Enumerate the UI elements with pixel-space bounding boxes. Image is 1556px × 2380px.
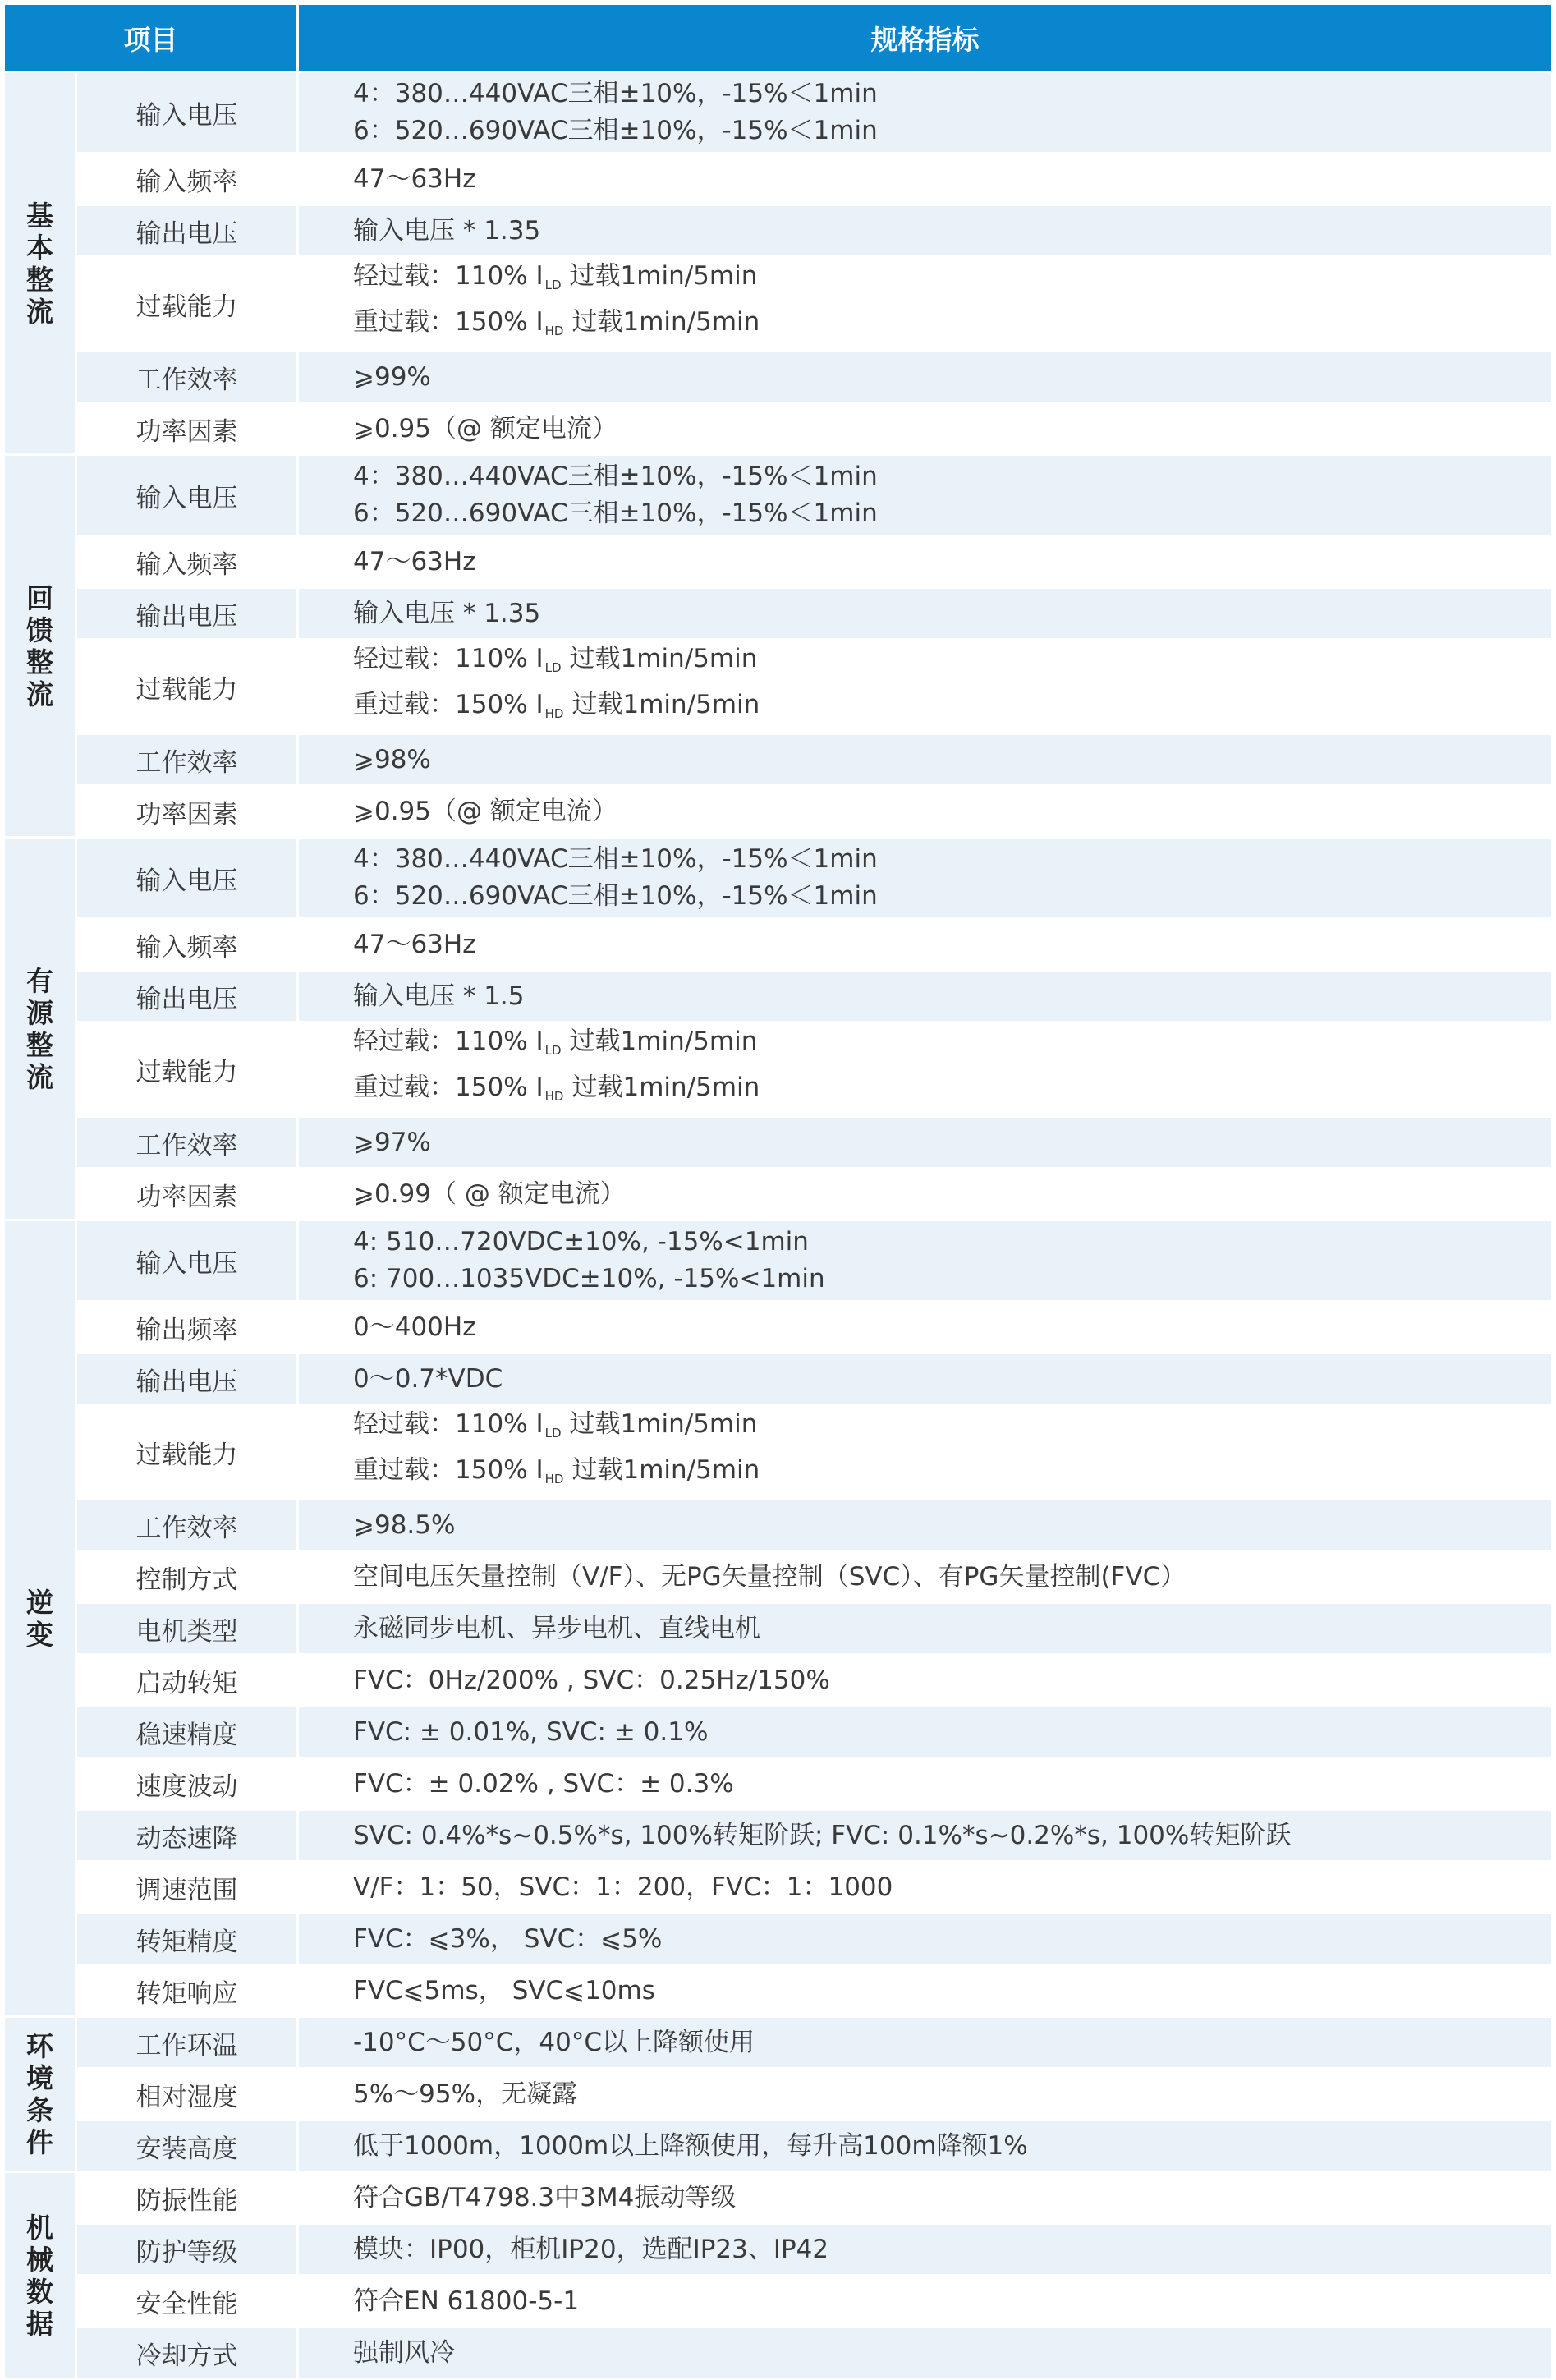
current-subscript: HD [544,706,564,721]
item-label: 启动转矩 [76,1655,298,1707]
spec-line: 6：520…690VAC三相±10%，-15%＜1min [353,881,878,911]
item-label: 安全性能 [76,2276,298,2327]
spec-value [298,1500,1553,1551]
item-label: 动态速降 [76,1810,298,1862]
current-subscript: LD [544,1043,562,1058]
table-row [4,1353,1553,1405]
spec-line: FVC: ± 0.01%, SVC: ± 0.1% [353,1716,709,1747]
spec-line [353,1452,1551,1498]
table-row [4,2276,1553,2327]
spec-value [298,2017,1553,2069]
item-label: 速度波动 [76,1758,298,1810]
spec-line: FVC：⩽3%， SVC：⩽5% [353,1923,663,1954]
spec-line: 0～0.7*VDC [353,1363,503,1394]
category-char: 数 [26,2275,53,2308]
spec-value [298,2327,1553,2379]
category-label [4,455,76,838]
spec-value [298,919,1553,971]
spec-line: ⩾0.95（@ 额定电流） [353,796,617,826]
item-label: 相对湿度 [76,2069,298,2120]
item-label: 输入频率 [76,536,298,588]
item-label: 过载能力 [76,640,298,734]
spec-value [298,2276,1553,2327]
item-label: 过载能力 [76,1405,298,1500]
spec-text: 过载1min/5min [569,1409,758,1439]
item-label: 输出电压 [76,971,298,1022]
spec-value [298,205,1553,257]
category-char: 流 [26,678,53,710]
category-char: 回 [26,581,53,614]
category-char: 馈 [26,613,53,646]
spec-text: 轻过载：110% I [353,644,544,673]
item-label: 输入电压 [76,838,298,919]
table-row [4,1302,1553,1353]
spec-text: 重过载：150% I [353,307,544,337]
spec-line: 模块：IP00，柜机IP20，选配IP23、IP42 [353,2234,829,2264]
spec-line [353,687,1551,733]
spec-line: V/F：1：50，SVC：1：200，FVC：1：1000 [353,1872,893,1902]
category-label [4,2172,76,2379]
spec-line: ⩾98% [353,744,431,774]
spec-line: 47～63Hz [353,546,476,577]
spec-text: 重过载：150% I [353,1073,544,1102]
spec-value [298,1862,1553,1914]
spec-value [298,154,1553,205]
header-spec: 规格指标 [298,4,1553,72]
spec-value [298,1965,1553,2017]
table-row [4,1862,1553,1914]
spec-text: 过载1min/5min [571,690,760,719]
category-char: 基 [26,199,53,232]
table-row [4,2327,1553,2379]
spec-value [298,2069,1553,2120]
item-label: 功率因素 [76,403,298,455]
current-subscript: LD [544,660,562,675]
item-label: 输入频率 [76,154,298,205]
item-label: 转矩精度 [76,1914,298,1965]
spec-value [298,1603,1553,1655]
category-char: 有 [26,964,53,997]
spec-value [298,403,1553,455]
table-row [4,1914,1553,1965]
spec-value [298,1655,1553,1707]
table-row [4,1117,1553,1169]
spec-text: 重过载：150% I [353,1455,544,1485]
spec-value [298,1022,1553,1117]
spec-line: ⩾98.5% [353,1509,456,1540]
spec-value [298,257,1553,351]
item-label: 工作效率 [76,734,298,786]
table-row [4,588,1553,640]
spec-line: 4：380…440VAC三相±10%，-15%＜1min [353,79,878,108]
spec-line: ⩾97% [353,1127,431,1157]
table-row [4,2120,1553,2172]
item-label: 过载能力 [76,257,298,351]
category-char: 件 [26,2126,53,2158]
table-row [4,1500,1553,1551]
table-row [4,919,1553,971]
table-row [4,1551,1553,1603]
table-row [4,1965,1553,2017]
category-char: 流 [26,295,53,328]
spec-line [353,641,1551,687]
item-label: 工作效率 [76,351,298,403]
table-row [4,154,1553,205]
table-row [4,1603,1553,1655]
spec-line: ⩾0.99（ @ 额定电流） [353,1179,626,1209]
table-row [4,838,1553,919]
category-char: 整 [26,263,53,296]
spec-line [353,1023,1551,1069]
item-label: 过载能力 [76,1022,298,1117]
item-label: 控制方式 [76,1551,298,1603]
table-row [4,2172,1553,2224]
category-label [4,2017,76,2172]
spec-text: 过载1min/5min [569,261,758,291]
category-char: 境 [26,2062,53,2094]
item-label: 工作效率 [76,1500,298,1551]
spec-value [298,588,1553,640]
table-row [4,455,1553,536]
spec-value [298,1220,1553,1302]
spec-text: 轻过载：110% I [353,261,544,291]
category-char: 机 [26,2211,53,2244]
table-row [4,536,1553,588]
table-row [4,640,1553,734]
item-label: 输出频率 [76,1302,298,1353]
spec-line: 4: 510…720VDC±10%, -15%<1min [353,1227,809,1257]
spec-line: 强制风冷 [353,2337,455,2368]
spec-line: 空间电压矢量控制（V/F）、无PG矢量控制（SVC）、有PG矢量控制(FVC） [353,1561,1187,1592]
table-row [4,1022,1553,1117]
spec-value [298,786,1553,838]
spec-line: 0～400Hz [353,1312,476,1342]
current-subscript: HD [544,1472,564,1486]
item-label: 防护等级 [76,2224,298,2276]
spec-value [298,1551,1553,1603]
item-label: 安装高度 [76,2120,298,2172]
table-header-row [4,4,1553,72]
spec-value [298,2224,1553,2276]
spec-value [298,838,1553,919]
spec-value [298,455,1553,536]
item-label: 输出电压 [76,205,298,257]
table-row [4,1810,1553,1862]
item-label: 输入电压 [76,455,298,536]
current-subscript: HD [544,1089,564,1104]
category-label [4,1220,76,2017]
spec-value [298,1914,1553,1965]
item-label: 防振性能 [76,2172,298,2224]
category-char: 逆 [26,1586,53,1619]
item-label: 输入电压 [76,72,298,154]
table-row [4,1169,1553,1220]
spec-line: 符合EN 61800-5-1 [353,2286,580,2316]
header-item: 项目 [4,4,298,72]
table-row [4,1405,1553,1500]
category-char: 流 [26,1060,53,1093]
spec-text: 过载1min/5min [571,307,760,337]
spec-value [298,1405,1553,1500]
item-label: 输入电压 [76,1220,298,1302]
spec-value [298,2172,1553,2224]
table-row [4,1707,1553,1758]
spec-line: 6: 700…1035VDC±10%, -15%<1min [353,1264,825,1293]
item-label: 输出电压 [76,588,298,640]
category-char: 环 [26,2030,53,2062]
category-char: 整 [26,646,53,678]
spec-line: 低于1000m，1000m以上降额使用，每升高100m降额1% [353,2130,1028,2161]
spec-value [298,971,1553,1022]
category-char: 本 [26,231,53,264]
spec-line: 6：520…690VAC三相±10%，-15%＜1min [353,116,878,145]
current-subscript: LD [544,1426,562,1440]
table-row [4,2017,1553,2069]
table-row [4,734,1553,786]
spec-line [353,258,1551,304]
spec-line: 4：380…440VAC三相±10%，-15%＜1min [353,462,878,491]
spec-value [298,640,1553,734]
current-subscript: LD [544,278,562,292]
item-label: 冷却方式 [76,2327,298,2379]
current-subscript: HD [544,324,564,338]
category-char: 整 [26,1028,53,1061]
item-label: 功率因素 [76,1169,298,1220]
spec-value [298,1302,1553,1353]
spec-line: 4：380…440VAC三相±10%，-15%＜1min [353,844,878,874]
item-label: 稳速精度 [76,1707,298,1758]
category-label [4,838,76,1220]
table-row [4,2069,1553,2120]
spec-line: 永磁同步电机、异步电机、直线电机 [353,1613,760,1643]
item-label: 转矩响应 [76,1965,298,2017]
spec-value [298,536,1553,588]
spec-value [298,1758,1553,1810]
item-label: 输入频率 [76,919,298,971]
spec-line: 5%～95%，无凝露 [353,2079,578,2109]
table-row [4,403,1553,455]
table-row [4,1655,1553,1707]
category-char: 条 [26,2094,53,2126]
item-label: 工作效率 [76,1117,298,1169]
spec-line [353,1069,1551,1115]
spec-line: 输入电压 * 1.5 [353,981,525,1011]
table-row [4,257,1553,351]
item-label: 功率因素 [76,786,298,838]
spec-value [298,351,1553,403]
table-body [4,72,1553,2379]
spec-text: 过载1min/5min [569,644,758,673]
spec-value [298,1169,1553,1220]
spec-line: FVC：0Hz/200% , SVC：0.25Hz/150% [353,1665,830,1695]
spec-line: FVC：± 0.02% , SVC：± 0.3% [353,1768,734,1799]
spec-line: -10°C～50°C，40°C以上降额使用 [353,2027,755,2057]
spec-value [298,1117,1553,1169]
spec-value [298,72,1553,154]
item-label: 输出电压 [76,1353,298,1405]
category-char: 源 [26,996,53,1029]
spec-value [298,2120,1553,2172]
spec-value [298,734,1553,786]
spec-line: ⩾99% [353,361,431,392]
spec-text: 过载1min/5min [571,1455,760,1485]
spec-line [353,304,1551,350]
table-row [4,351,1553,403]
table-row [4,2224,1553,2276]
spec-line: 47～63Hz [353,163,476,194]
spec-line: 47～63Hz [353,929,476,959]
table-row [4,1758,1553,1810]
spec-line: FVC⩽5ms， SVC⩽10ms [353,1975,655,2006]
spec-text: 重过载：150% I [353,690,544,719]
spec-text: 过载1min/5min [571,1073,760,1102]
spec-table [2,2,1554,2380]
spec-line: 输入电压 * 1.35 [353,598,541,628]
table-row [4,72,1553,154]
item-label: 调速范围 [76,1862,298,1914]
spec-line: 输入电压 * 1.35 [353,215,541,246]
spec-line [353,1406,1551,1452]
item-label: 电机类型 [76,1603,298,1655]
spec-line: ⩾0.95（@ 额定电流） [353,413,617,443]
category-char: 变 [26,1618,53,1651]
spec-text: 轻过载：110% I [353,1027,544,1056]
table-row [4,205,1553,257]
table-row [4,971,1553,1022]
spec-line: 符合GB/T4798.3中3M4振动等级 [353,2182,737,2212]
item-label: 工作环温 [76,2017,298,2069]
spec-value [298,1353,1553,1405]
category-label [4,72,76,455]
spec-value [298,1810,1553,1862]
spec-value [298,1707,1553,1758]
spec-text: 轻过载：110% I [353,1409,544,1439]
category-char: 械 [26,2243,53,2276]
spec-text: 过载1min/5min [569,1027,758,1056]
spec-line: SVC: 0.4%*s~0.5%*s, 100%转矩阶跃; FVC: 0.1%*s~0.2%*s, 100%转矩阶跃 [353,1820,1292,1850]
table-row [4,786,1553,838]
category-char: 据 [26,2307,53,2340]
table-row [4,1220,1553,1302]
spec-line: 6：520…690VAC三相±10%，-15%＜1min [353,499,878,528]
